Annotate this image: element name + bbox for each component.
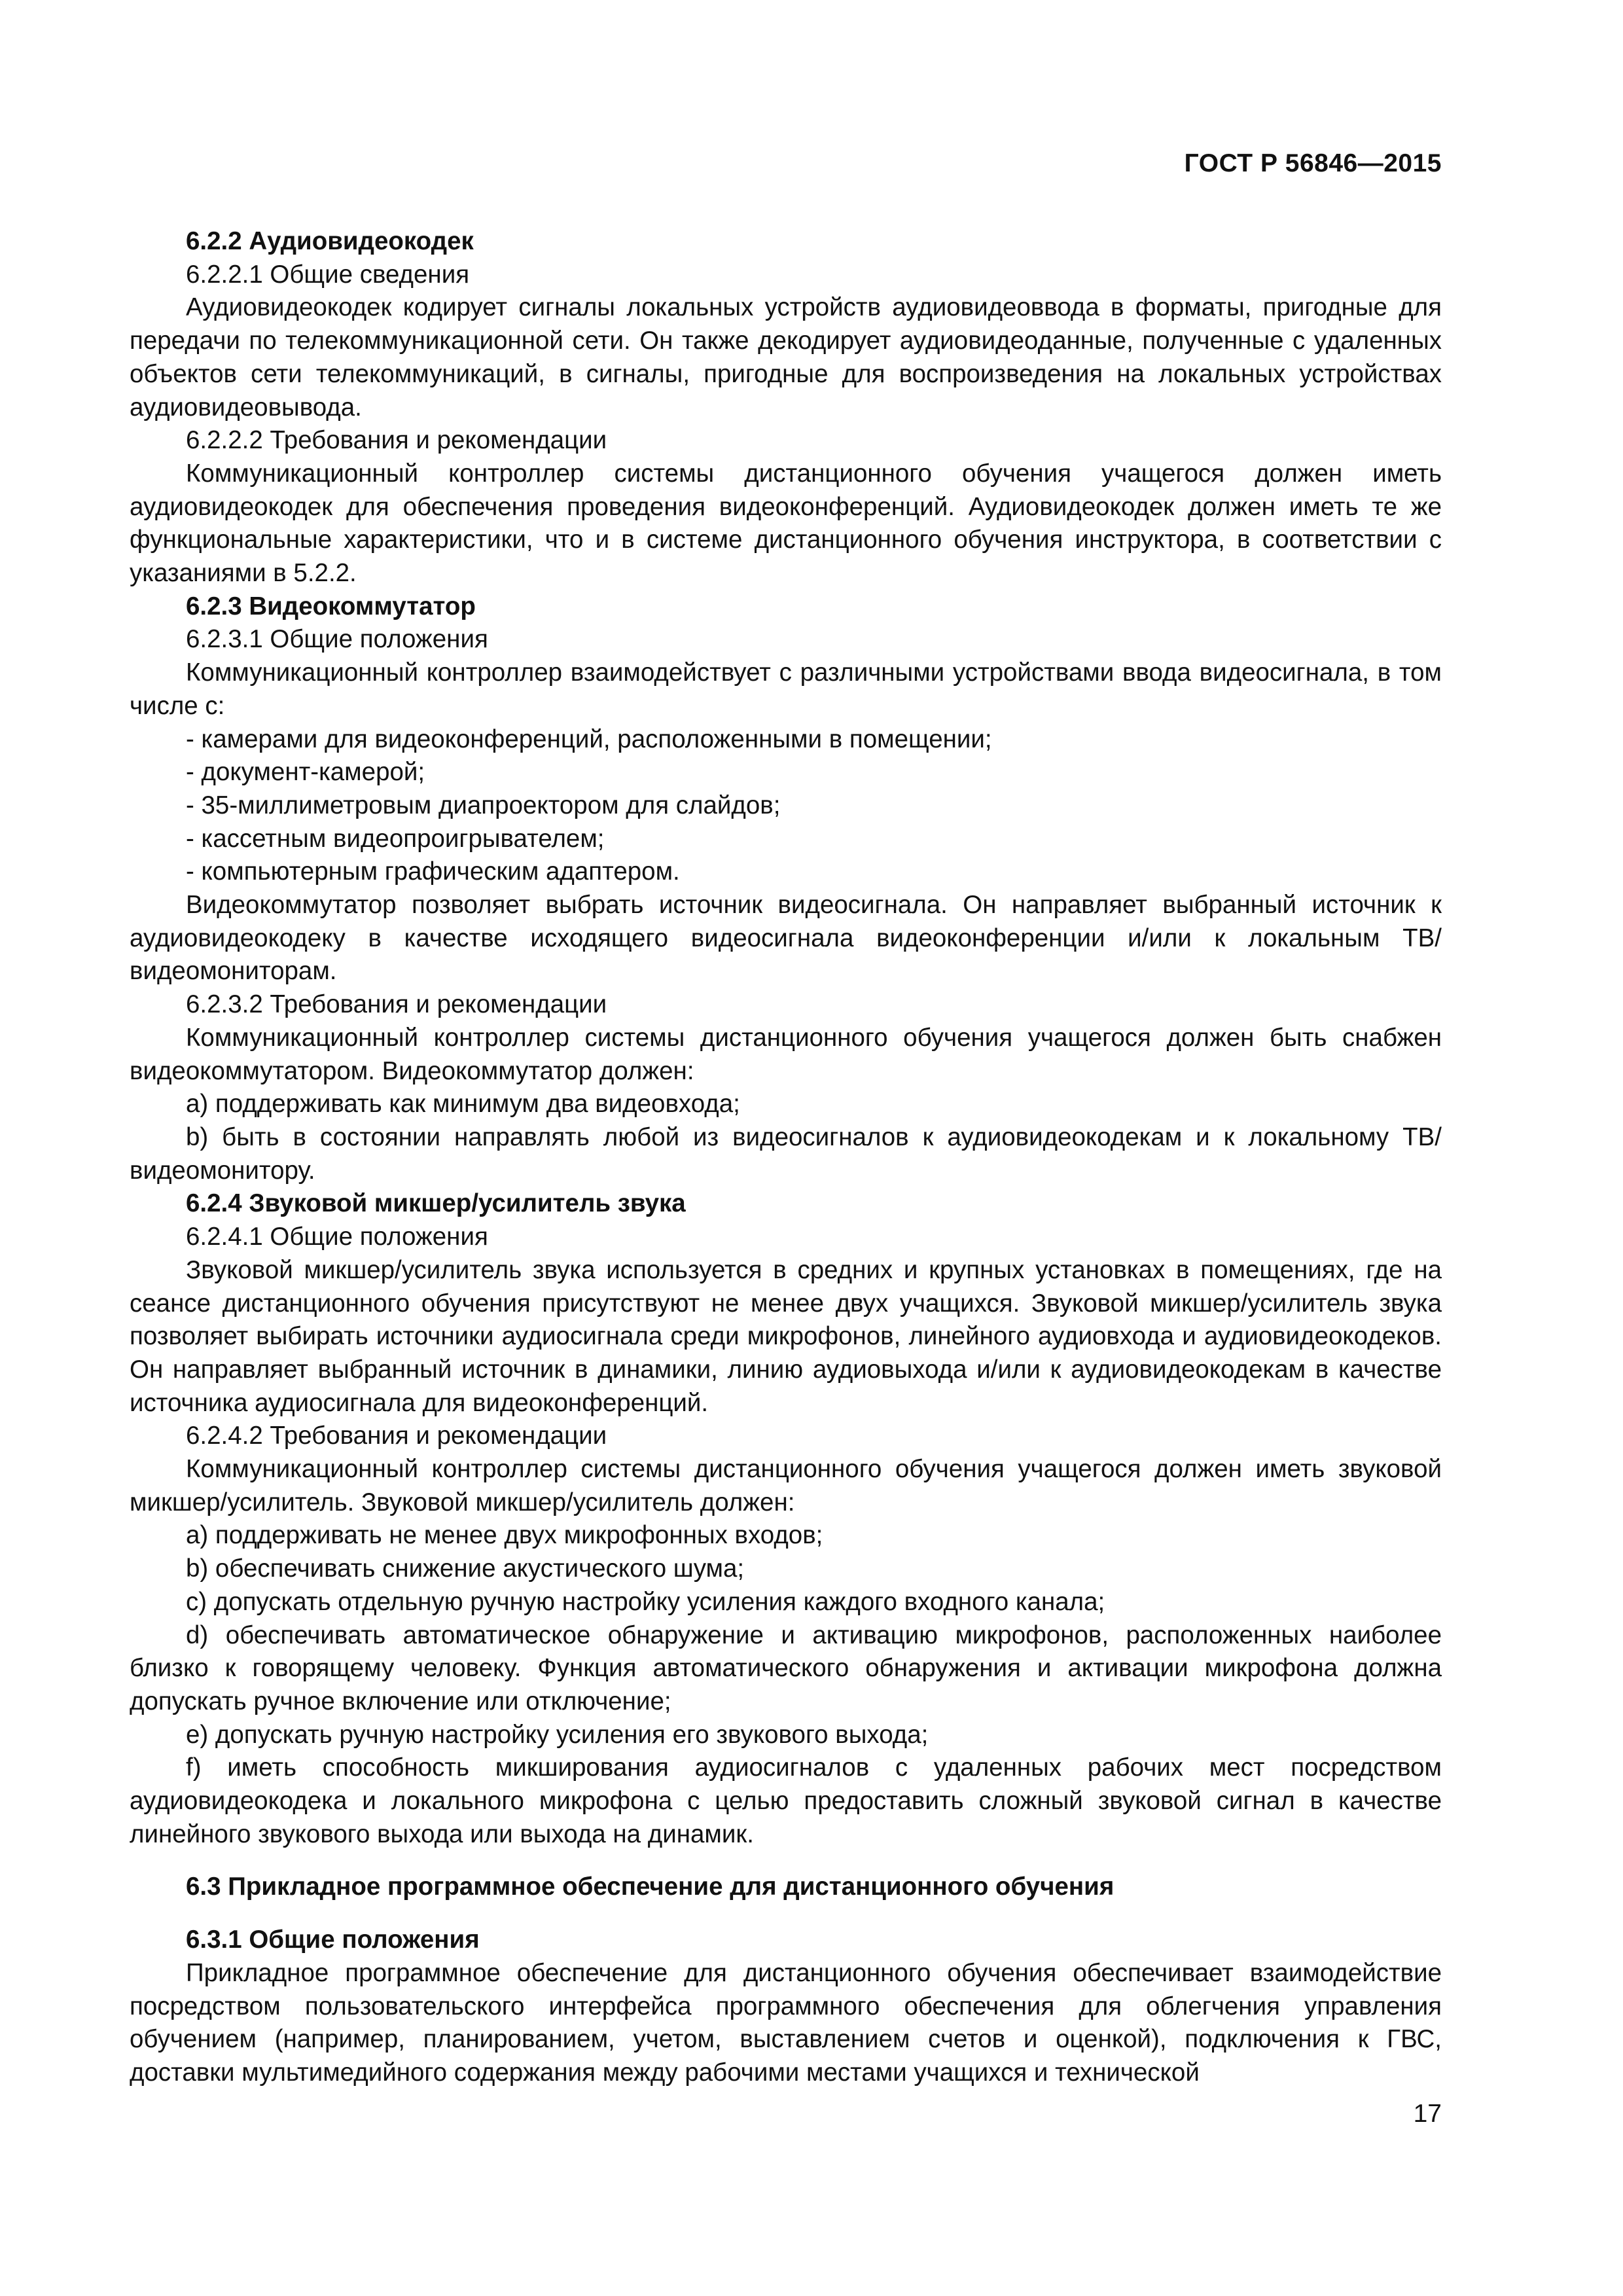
page-number: 17 [1413, 2100, 1442, 2128]
subsection-heading-6-2-3-1: 6.2.3.1 Общие положения [186, 625, 488, 654]
section-heading-6-3-1: 6.3.1 Общие положения [186, 1926, 480, 1954]
section-heading-6-2-3: 6.2.3 Видеокоммутатор [186, 592, 476, 620]
list-item: - документ-камерой; [186, 758, 425, 787]
paragraph: Коммуникационный контроллер системы дистанционного обучения учащегося должен иметь аудиовидеокодек для обеспечения проведения видеоконференций. Аудиовидеокодек должен иметь те же функциональные характеристики, что и в системе дистанционного обучения инструктора, в соответствии с указаниями в 5.2.2. [130, 459, 1442, 588]
subsection-heading-6-2-2-1: 6.2.2.1 Общие сведения [186, 260, 470, 289]
document-header: ГОСТ Р 56846—2015 [1184, 149, 1442, 177]
list-item: e) допускать ручную настройку усиления его звукового выхода; [186, 1720, 929, 1749]
section-heading-6-3: 6.3 Прикладное программное обеспечение для дистанционного обучения [186, 1873, 1115, 1901]
list-item: - кассетным видеопроигрывателем; [186, 824, 605, 853]
list-item: d) обеспечивать автоматическое обнаружение и активацию микрофонов, расположенных наиболее близко к говорящему человеку. Функция автоматического обнаружения и активации микрофона должна допускать ручное включение или отключение; [130, 1621, 1442, 1715]
list-item: - 35-миллиметровым диапроектором для слайдов; [186, 791, 781, 819]
paragraph: Видеокоммутатор позволяет выбрать источник видеосигнала. Он направляет выбранный источник к аудиовидеокодеку в качестве исходящего видеосигнала видеоконференции и/или к локальным ТВ/видеомониторам. [130, 891, 1442, 986]
list-item: - компьютерным графическим адаптером. [186, 857, 680, 886]
subsection-heading-6-2-4-1: 6.2.4.1 Общие положения [186, 1223, 488, 1251]
list-item: b) быть в состоянии направлять любой из видеосигналов к аудиовидеокодекам и к локальному ТВ/видеомонитору. [130, 1122, 1442, 1185]
subsection-heading-6-2-3-2: 6.2.3.2 Требования и рекомендации [186, 990, 607, 1019]
list-item: - камерами для видеоконференций, расположенными в помещении; [186, 725, 992, 753]
section-heading-6-2-2: 6.2.2 Аудиовидеокодек [186, 227, 474, 255]
paragraph: Звуковой микшер/усилитель звука используется в средних и крупных установках в помещениях, где на сеансе дистанционного обучения присутствуют не менее двух учащихся. Звуковой микшер/усилитель звука позволяет выбирать источники аудиосигнала среди микрофонов, линейного аудиовхода и аудиовидеокодеков. Он направляет выбранный источник в динамики, линию аудиовыхода и/или к аудиовидеокодекам в качестве источника аудиосигнала для видеоконференций. [130, 1255, 1442, 1417]
list-item: c) допускать отдельную ручную настройку усиления каждого входного канала; [186, 1587, 1105, 1616]
paragraph: Аудиовидеокодек кодирует сигналы локальных устройств аудиовидеоввода в форматы, пригодные для передачи по телекоммуникационной сети. Он также декодирует аудиовидеоданные, полученные с удаленных объектов сети телекоммуникаций, в сигналы, пригодные для воспроизведения на локальных устройствах аудиовидеовывода. [130, 293, 1442, 422]
list-item: a) поддерживать как минимум два видеовхода; [186, 1090, 740, 1119]
subsection-heading-6-2-4-2: 6.2.4.2 Требования и рекомендации [186, 1422, 607, 1450]
paragraph: Прикладное программное обеспечение для дистанционного обучения обеспечивает взаимодействие посредством пользовательского интерфейса программного обеспечения для облегчения управления обучением (например, планированием, учетом, выставлением счетов и оценкой), подключения к ГВС, доставки мультимедийного содержания между рабочими местами учащихся и технической [130, 1958, 1442, 2087]
document-body [130, 225, 1442, 2090]
list-item: f) иметь способность микширования аудиосигналов с удаленных рабочих мест посредством аудиовидеокодека и локального микрофона с целью предоставить сложный звуковой сигнал в качестве линейного звукового выхода или выхода на динамик. [130, 1753, 1442, 1848]
paragraph: Коммуникационный контроллер взаимодействует с различными устройствами ввода видеосигнала, в том числе с: [130, 658, 1442, 720]
subsection-heading-6-2-2-2: 6.2.2.2 Требования и рекомендации [186, 426, 607, 455]
paragraph: Коммуникационный контроллер системы дистанционного обучения учащегося должен быть снабжен видеокоммутатором. Видеокоммутатор должен: [130, 1023, 1442, 1085]
paragraph: Коммуникационный контроллер системы дистанционного обучения учащегося должен иметь звуковой микшер/усилитель. Звуковой микшер/усилитель должен: [130, 1455, 1442, 1516]
section-heading-6-2-4: 6.2.4 Звуковой микшер/усилитель звука [186, 1189, 686, 1218]
list-item: b) обеспечивать снижение акустического шума; [186, 1554, 745, 1583]
list-item: a) поддерживать не менее двух микрофонных входов; [186, 1521, 823, 1550]
